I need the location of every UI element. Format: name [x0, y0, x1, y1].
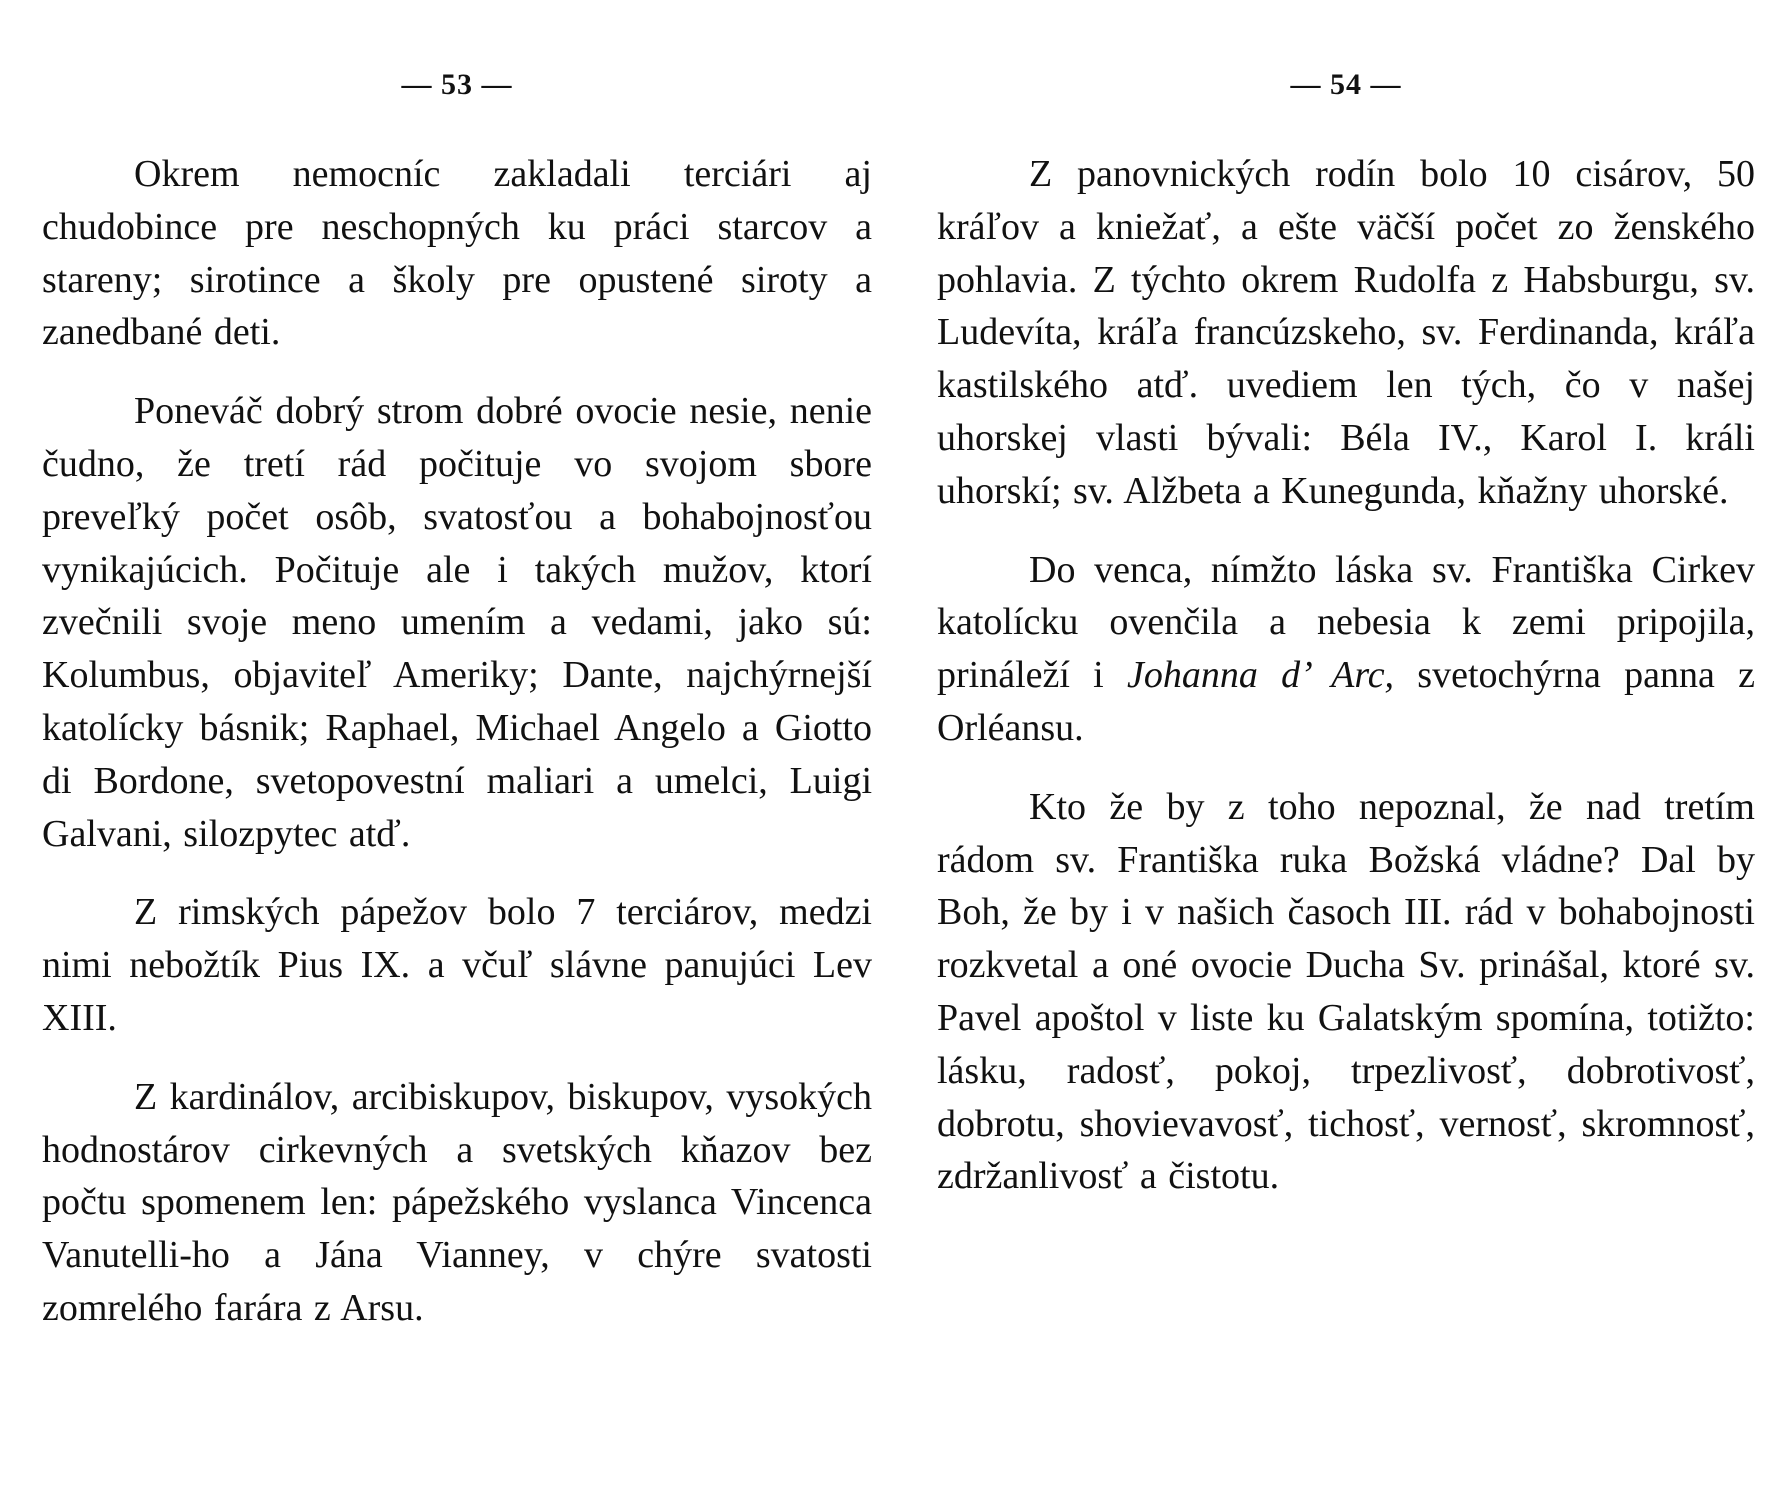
left-paragraph-2: Poneváč dobrý strom dobré ovocie nesie, nenie čudno, že tretí rád počituje vo svojom sbore preveľký počet osôb, svatosťou a bohabojnosťou vynikajúcich. Počituje ale i takých mužov, ktorí zvečnili svoje meno umením a vedami, jako sú: Kolumbus, objaviteľ Ameriky; Dante, najchýrnejší katolícky básnik; Raphael, Michael Angelo a Giotto di Bordone, svetopovestní maliari a umelci, Luigi Galvani, silozpytec atď. — [42, 390, 872, 855]
page-number-54: — 54 — — [1290, 68, 1402, 101]
right-paragraph-1: Z panovnických rodín bolo 10 cisárov, 50 kráľov a kniežať, a ešte väčší počet zo ženského pohlavia. Z týchto okrem Rudolfa z Habsburgu, sv. Ludevíta, kráľa francúzskeho, sv. Ferdinanda, kráľa kastilského atď. uvediem len tých, čo v našej uhorskej vlasti bývali: Béla IV., Karol I. králi uhorskí; sv. Alžbeta a Kunegunda, kňažny uhorské. — [937, 153, 1755, 512]
left-paragraph-3: Z rimských pápežov bolo 7 terciárov, medzi nimi nebožtík Pius IX. a včuľ slávne panujúci Lev XIII. — [42, 891, 872, 1039]
left-paragraph-4: Z kardinálov, arcibiskupov, biskupov, vysokých hodnostárov cirkevných a svetských kňazov bez počtu spomenem len: pápežského vyslanca Vincenca Vanutelli-ho a Jána Vianney, v chýre svatosti zomrelého farára z Arsu. — [42, 1075, 872, 1329]
page-number-53: — 53 — — [401, 68, 513, 101]
johanna-d-arc-italic: Johanna d’ Arc, — [1126, 654, 1395, 697]
right-paragraph-2-text-before: Do venca, nímžto láska sv. Františka Cirkev katolícku ovenčila a nebesia k zemi pripojila, prináleží i — [937, 548, 1755, 697]
right-paragraph-2 — [937, 544, 1755, 755]
left-paragraph-1: Okrem nemocníc zakladali terciári aj chudobince pre neschopných ku práci starcov a stareny; sirotince a školy pre opustené siroty a zanedbané deti. — [42, 153, 872, 354]
left-page — [42, 0, 872, 1500]
right-page — [937, 0, 1755, 1500]
right-paragraph-2-text-after: svetochýrna panna z Orléansu. — [937, 654, 1756, 749]
right-page-body — [937, 148, 1755, 1229]
left-page-body — [42, 148, 872, 1361]
right-paragraph-3: Kto že by z toho nepoznal, že nad tretím rádom sv. Františka ruka Božská vládne? Dal by Boh, že by i v našich časoch III. rád v bohabojnosti rozkvetal a oné ovocie Ducha Sv. prinášal, ktoré sv. Pavel apoštol v liste ku Galatským spomína, totižto: lásku, radosť, pokoj, trpezlivosť, dobrotivosť, dobrotu, shovievavosť, tichosť, vernosť, skromnosť, zdržanlivosť a čistotu. — [937, 785, 1755, 1198]
